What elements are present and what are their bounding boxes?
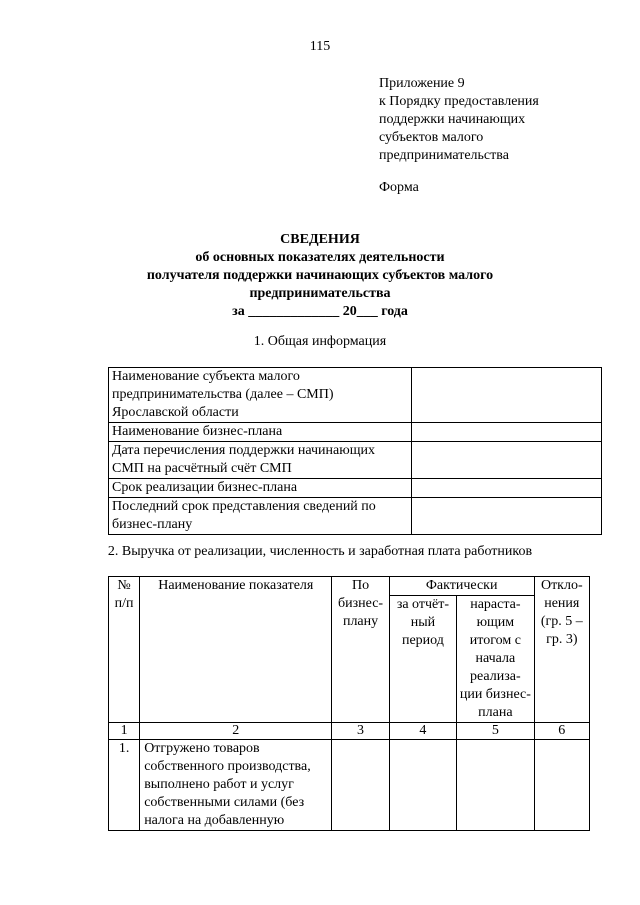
appendix-line: поддержки начинающих bbox=[379, 112, 526, 127]
header-name: Наименование показателя bbox=[140, 577, 332, 723]
deviation-value-field[interactable] bbox=[534, 740, 589, 831]
title-line: об основных показателях деятельности bbox=[195, 250, 445, 265]
period-value-field[interactable] bbox=[389, 740, 456, 831]
info-value-field[interactable] bbox=[412, 423, 602, 442]
info-value-field[interactable] bbox=[412, 498, 602, 535]
header-no: № п/п bbox=[109, 577, 140, 723]
appendix-line: субъектов малого bbox=[379, 130, 484, 145]
table-row bbox=[109, 498, 602, 535]
title-line: предпринимательства bbox=[249, 286, 391, 301]
info-label: Наименование бизнес-плана bbox=[109, 423, 412, 442]
appendix-line: предпринимательства bbox=[379, 148, 509, 163]
general-info-table bbox=[108, 367, 602, 535]
column-number: 2 bbox=[140, 723, 332, 740]
title-line: получателя поддержки начинающих субъектов малого bbox=[146, 268, 494, 283]
table-row bbox=[109, 423, 602, 442]
column-number: 3 bbox=[332, 723, 389, 740]
header-actual: Фактически bbox=[389, 577, 534, 596]
table-row bbox=[109, 442, 602, 479]
appendix-line: к Порядку предоставления bbox=[379, 94, 539, 109]
info-label: Последний срок представления сведений по бизнес-плану bbox=[109, 498, 412, 535]
plan-value-field[interactable] bbox=[332, 740, 389, 831]
form-label: Форма bbox=[379, 180, 419, 195]
info-value-field[interactable] bbox=[412, 442, 602, 479]
header-period: за отчёт-ный период bbox=[389, 596, 456, 723]
header-deviation: Откло-нения (гр. 5 – гр. 3) bbox=[534, 577, 589, 723]
column-number: 6 bbox=[534, 723, 589, 740]
info-label: Дата перечисления поддержки начинающих СМП на расчётный счёт СМП bbox=[109, 442, 412, 479]
table-row bbox=[109, 368, 602, 423]
info-label: Срок реализации бизнес-плана bbox=[109, 479, 412, 498]
info-value-field[interactable] bbox=[412, 479, 602, 498]
header-plan: По бизнес-плану bbox=[332, 577, 389, 723]
info-value-field[interactable] bbox=[412, 368, 602, 423]
title-period-line: за _____________ 20___ года bbox=[232, 304, 408, 319]
header-cumulative: нараста-ющим итогом с начала реализа-ции бизнес-плана bbox=[457, 596, 534, 723]
indicators-table bbox=[108, 576, 590, 831]
title-heading: СВЕДЕНИЯ bbox=[280, 232, 360, 247]
row-number: 1. bbox=[109, 740, 140, 831]
column-number: 4 bbox=[389, 723, 456, 740]
cumulative-value-field[interactable] bbox=[457, 740, 534, 831]
page-number: 115 bbox=[309, 39, 331, 54]
table-row bbox=[109, 740, 590, 831]
column-number: 5 bbox=[457, 723, 534, 740]
info-label: Наименование субъекта малого предпринимательства (далее – СМП) Ярославской области bbox=[109, 368, 412, 423]
column-number: 1 bbox=[109, 723, 140, 740]
document-title bbox=[120, 231, 520, 321]
appendix-note bbox=[379, 75, 619, 165]
column-numbers-row bbox=[109, 723, 590, 740]
section1-heading: 1. Общая информация bbox=[253, 334, 387, 349]
appendix-line: Приложение 9 bbox=[379, 76, 465, 91]
table-row bbox=[109, 479, 602, 498]
section2-heading: 2. Выручка от реализации, численность и заработная плата работников bbox=[107, 544, 533, 559]
header-row bbox=[109, 577, 590, 596]
indicator-name: Отгружено товаров собственного производства, выполнено работ и услуг собственными силами (без налога на добавленную bbox=[140, 740, 332, 831]
